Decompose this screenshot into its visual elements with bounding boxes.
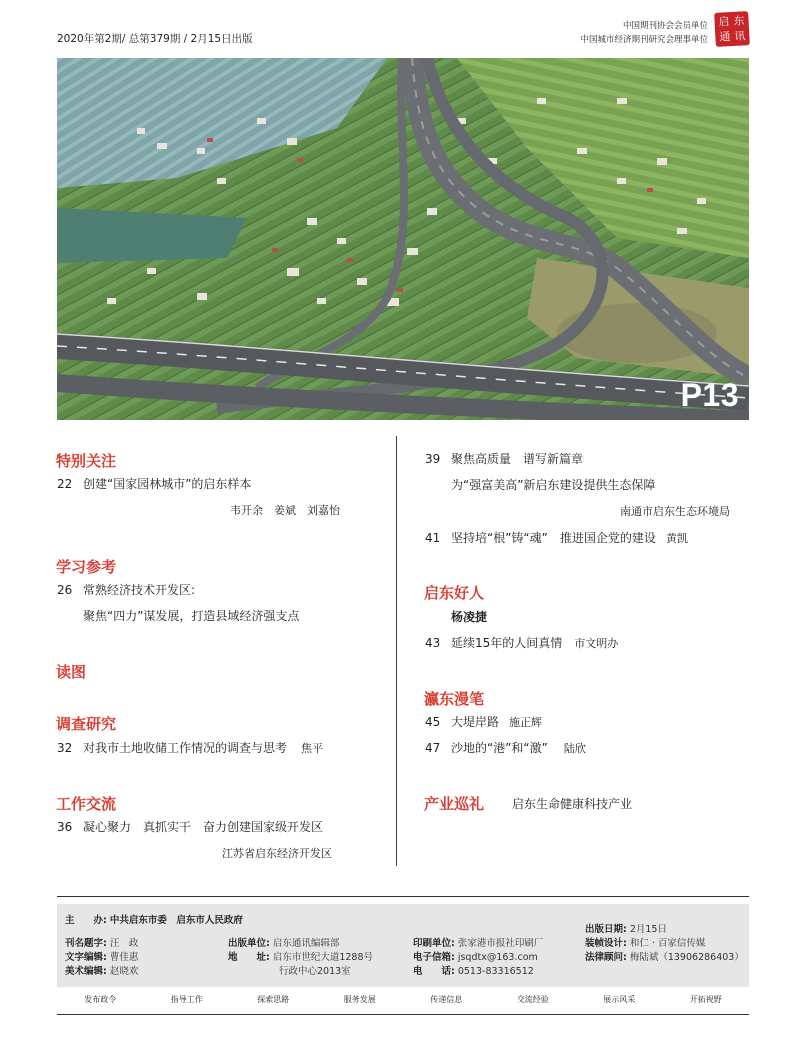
slogan-item: 发布政令 <box>84 995 117 1004</box>
article-22[interactable] <box>57 475 251 492</box>
slogan-item: 指导工作 <box>170 995 203 1004</box>
article-title: 创建“国家园林城市”的启东样本 <box>83 477 252 491</box>
section-title-yingdong-essays: 瀛东漫笔 <box>424 690 485 708</box>
text-editor-value: 曹佳惠 <box>109 952 139 963</box>
slogan-item: 开拓视野 <box>689 995 722 1004</box>
colophon <box>57 904 749 987</box>
article-title: 沙地的“港”和“激” <box>451 741 548 755</box>
footer-rule-bottom <box>57 1014 749 1015</box>
email-label: 电子信箱: <box>413 952 455 963</box>
article-43[interactable] <box>425 634 618 651</box>
design-label: 装帧设计: <box>585 938 627 949</box>
footer-rule-top <box>57 896 749 897</box>
article-page-number: 45 <box>425 715 441 729</box>
date-label: 出版日期: <box>585 924 627 935</box>
section-title-work-exchange: 工作交流 <box>56 795 117 813</box>
section-title-study-reference: 学习参考 <box>56 558 117 576</box>
article-page-number: 39 <box>425 452 441 466</box>
slogan-item: 探索思路 <box>257 995 290 1004</box>
article-32[interactable] <box>57 739 323 756</box>
phone-label: 电 话: <box>413 966 455 977</box>
address-label: 地 址: <box>228 952 270 963</box>
phone-value: 0513-83316512 <box>457 966 534 977</box>
article-author: 黄凯 <box>665 532 688 545</box>
article-subtitle: 为“强富美高”新启东建设提供生态保障 <box>451 478 656 492</box>
association-line-2: 中国城市经济期刊研究会理事单位 <box>580 35 708 45</box>
article-title: 对我市土地收储工作情况的调查与思考 <box>83 741 288 755</box>
article-47[interactable] <box>425 739 586 756</box>
address-value-2: 行政中心2013室 <box>279 966 351 977</box>
article-author: 施正辉 <box>509 716 543 729</box>
article-41[interactable] <box>425 529 688 546</box>
article-36[interactable] <box>57 818 323 835</box>
text-editor-label: 文字编辑: <box>65 952 107 963</box>
article-title: 延续15年的人间真情 <box>451 636 563 650</box>
article-author: 焦平 <box>301 742 324 755</box>
article-author: 韦开余 姜斌 刘嘉怡 <box>230 504 340 517</box>
article-45[interactable] <box>425 713 542 730</box>
page-marker: P13 <box>680 377 739 413</box>
design-value: 和仁 · 百家信传媒 <box>629 938 706 949</box>
article-page-number: 43 <box>425 636 441 650</box>
publisher-label: 出版单位: <box>228 938 270 949</box>
magazine-seal-logo: 启 东 通 讯 <box>714 11 750 47</box>
footer-slogan-nav <box>57 994 749 1012</box>
article-author: 市文明办 <box>574 637 619 650</box>
article-title: 凝心聚力 真抓实干 奋力创建国家级开发区 <box>83 820 324 834</box>
section-title-qidong-good-people: 启东好人 <box>424 584 485 602</box>
publisher-value: 启东通讯编辑部 <box>272 938 340 949</box>
section-title-investigation: 调查研究 <box>56 715 117 733</box>
article-page-number: 32 <box>57 741 73 755</box>
host-value: 中共启东市委 启东市人民政府 <box>109 915 243 926</box>
article-title: 大堤岸路 <box>451 715 500 729</box>
association-line-1: 中国期刊协会会员单位 <box>622 21 708 31</box>
legal-value: 梅陆斌（13906286403） <box>629 952 744 963</box>
title-calligraphy-label: 刊名题字: <box>65 938 107 949</box>
section-title-industry-tour: 产业巡礼 <box>424 795 485 813</box>
issue-line: 2020年第2期/ 总第379期 / 2月15日出版 <box>57 33 253 45</box>
article-page-number: 47 <box>425 741 441 755</box>
column-divider <box>396 436 397 866</box>
article-subtitle: 聚焦“四力”谋发展，打造县域经济强支点 <box>83 609 300 623</box>
association-info <box>580 19 708 47</box>
industry-feature[interactable]: 启东生命健康科技产业 <box>512 797 633 811</box>
article-39[interactable] <box>425 450 583 467</box>
aerial-highway-illustration <box>57 58 749 420</box>
article-page-number: 26 <box>57 583 73 597</box>
article-author: 江苏省启东经济开发区 <box>222 847 332 860</box>
printer-label: 印刷单位: <box>413 938 455 949</box>
article-26[interactable] <box>57 581 195 598</box>
section-title-picture-reading[interactable]: 读图 <box>56 663 87 681</box>
printer-value: 张家港市报社印刷厂 <box>457 938 544 949</box>
email-value[interactable]: jsqdtx@163.com <box>457 952 538 963</box>
article-page-number: 36 <box>57 820 73 834</box>
title-calligraphy-value: 汪 政 <box>109 938 139 949</box>
section-title-special-focus: 特别关注 <box>56 452 117 470</box>
article-page-number: 22 <box>57 477 73 491</box>
slogan-item: 服务发展 <box>343 995 376 1004</box>
article-title: 常熟经济技术开发区: <box>83 583 196 597</box>
featured-person: 杨凌捷 <box>451 610 488 624</box>
slogan-item: 传递信息 <box>430 995 463 1004</box>
article-title: 聚焦高质量 谱写新篇章 <box>451 452 584 466</box>
slogan-item: 展示风采 <box>603 995 636 1004</box>
article-author: 南通市启东生态环境局 <box>620 505 730 518</box>
art-editor-label: 美术编辑: <box>65 966 107 977</box>
article-author: 陆欣 <box>563 742 586 755</box>
cover-photo <box>57 58 749 420</box>
art-editor-value: 赵晓欢 <box>109 966 139 977</box>
address-value-1: 启东市世纪大道1288号 <box>272 952 374 963</box>
date-value: 2月15日 <box>629 924 667 935</box>
article-title: 坚持培“根”铸“魂” 推进国企党的建设 <box>451 531 656 545</box>
article-page-number: 41 <box>425 531 441 545</box>
host-label: 主 办: <box>65 915 107 926</box>
slogan-item: 交流经验 <box>516 995 549 1004</box>
legal-label: 法律顾问: <box>585 952 627 963</box>
